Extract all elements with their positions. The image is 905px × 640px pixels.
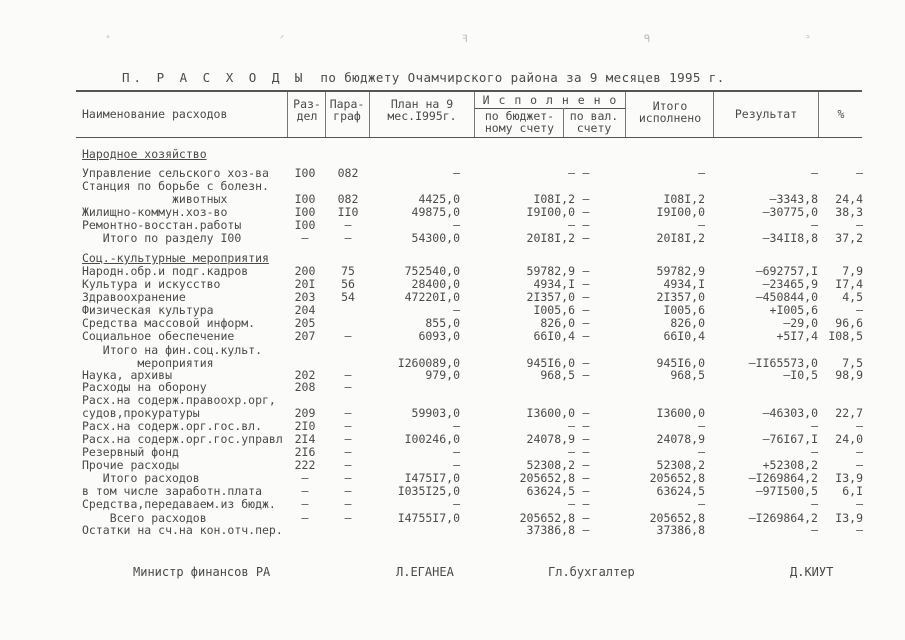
row-section: 205 [294, 316, 316, 330]
col-sep [474, 92, 475, 137]
row-section: – [301, 231, 309, 245]
row-percent: 24,4 [835, 192, 863, 206]
row-currency: – [582, 264, 590, 278]
row-percent: – [856, 303, 863, 317]
row-total: – [698, 166, 705, 180]
row-paragraph: – [344, 231, 352, 245]
header-val-line1: по вал. [569, 109, 619, 123]
header-total-line2: исполнено [638, 111, 702, 125]
header-par-line2: граф [333, 109, 361, 123]
row-name: Соц.-культурные мероприятия [82, 251, 269, 265]
row-percent: 6,I [842, 484, 863, 498]
row-result: – [811, 419, 818, 433]
row-plan: 54300,0 [411, 231, 460, 245]
row-section: – [301, 511, 309, 525]
row-total: I3600,0 [656, 406, 705, 420]
row-paragraph: II0 [337, 205, 359, 219]
row-total: 205652,8 [649, 471, 705, 485]
row-percent: 4,5 [842, 290, 863, 304]
row-name: Резервный фонд [82, 445, 179, 459]
row-total: 4934,I [663, 277, 705, 291]
row-currency: – [582, 484, 590, 498]
row-section: 20I [294, 277, 316, 291]
row-percent: – [856, 166, 863, 180]
row-budget: – [568, 166, 575, 180]
row-budget: – [568, 497, 575, 511]
row-name: Итого по разделу I00 [82, 231, 242, 245]
row-budget: 66I0,4 [533, 329, 575, 343]
row-percent: 22,7 [835, 406, 863, 420]
header-paragraph [326, 98, 368, 122]
header-plan [371, 98, 473, 122]
row-budget: 2I357,0 [526, 290, 575, 304]
signature-accountant-title: Гл.бухгалтер [548, 565, 635, 579]
row-percent: – [856, 218, 863, 232]
row-currency: – [582, 277, 590, 291]
row-plan: I035I25,0 [397, 484, 460, 498]
row-total: – [698, 497, 705, 511]
row-result: – [811, 445, 818, 459]
row-total: 63624,5 [656, 484, 705, 498]
row-plan: 6093,0 [418, 329, 460, 343]
table-row [0, 498, 905, 511]
row-plan: – [453, 458, 460, 472]
row-section: 208 [294, 380, 316, 394]
row-percent: I08,5 [828, 329, 863, 343]
row-budget: – [568, 419, 575, 433]
row-currency: – [582, 406, 590, 420]
col-sep [369, 92, 370, 137]
row-section: I00 [294, 192, 316, 206]
row-currency: – [582, 497, 590, 511]
row-percent: 38,3 [835, 205, 863, 219]
row-currency: – [582, 432, 590, 446]
row-section: I00 [294, 205, 316, 219]
row-section: – [301, 471, 309, 485]
row-name: Расх.на содерж.правоохр.орг, [82, 393, 276, 407]
header-budget-line2: ному счету [484, 121, 555, 135]
header-currency [564, 110, 624, 134]
row-paragraph: – [344, 380, 352, 394]
row-name: Управление сельского хоз-ва [82, 166, 269, 180]
row-budget: 24078,9 [526, 432, 575, 446]
row-plan: – [453, 419, 460, 433]
row-name: Ремонтно-восстан.работы [82, 218, 242, 232]
row-plan: I4755I7,0 [397, 511, 460, 525]
row-currency: – [582, 303, 590, 317]
table-row [0, 524, 905, 537]
row-paragraph: – [344, 445, 352, 459]
row-percent: 7,9 [842, 264, 863, 278]
row-paragraph: – [344, 484, 352, 498]
row-paragraph: 75 [341, 264, 355, 278]
row-paragraph: – [344, 432, 352, 446]
row-name: Остатки на сч.на кон.отч.пер. [82, 523, 283, 537]
row-currency: – [582, 290, 590, 304]
header-bottom-rule [76, 137, 862, 138]
row-paragraph: 56 [341, 277, 355, 291]
row-total: I9I00,0 [656, 205, 705, 219]
row-name: Здравоохранение [82, 290, 186, 304]
row-result: +I005,6 [769, 303, 818, 317]
row-total: 66I0,4 [663, 329, 705, 343]
row-percent: I3,9 [835, 471, 863, 485]
row-total: 37386,8 [656, 523, 705, 537]
row-percent: 96,6 [835, 316, 863, 330]
row-result: –46303,0 [762, 406, 818, 420]
row-total: 24078,9 [656, 432, 705, 446]
row-total: – [698, 218, 705, 232]
row-percent: I3,9 [835, 511, 863, 525]
row-total: 826,0 [670, 316, 705, 330]
row-paragraph: – [344, 497, 352, 511]
row-paragraph: – [344, 511, 352, 525]
row-name: Народное хозяйство [82, 147, 207, 161]
row-plan: – [453, 218, 460, 232]
row-budget: 63624,5 [526, 484, 575, 498]
title-prefix: П. Р А С Х О Д Ы [122, 70, 307, 85]
row-budget: 205652,8 [519, 511, 575, 525]
row-total: 20I8I,2 [656, 231, 705, 245]
row-plan: 752540,0 [404, 264, 460, 278]
row-result: – [811, 218, 818, 232]
header-total [627, 100, 713, 124]
row-name: Средства,передаваем.из бюдж. [82, 497, 276, 511]
row-percent: – [856, 445, 863, 459]
row-name: Расх.на содерж.орг.гос.управл [82, 432, 283, 446]
header-val-line2: счету [576, 121, 612, 135]
row-currency: – [582, 231, 590, 245]
row-currency: – [582, 166, 590, 180]
row-name: Социальное обеспечение [82, 329, 235, 343]
row-total: 52308,2 [656, 458, 705, 472]
scan-mark: ᐤ [106, 34, 110, 45]
header-section-line1: Раз- [293, 97, 321, 111]
row-paragraph: 082 [337, 166, 359, 180]
row-paragraph: – [344, 218, 352, 232]
row-budget: 20I8I,2 [526, 231, 575, 245]
row-result: –450844,0 [755, 290, 818, 304]
row-section: I00 [294, 218, 316, 232]
row-section: 2I4 [294, 432, 316, 446]
row-name: Прочие расходы [82, 458, 179, 472]
row-section: 200 [294, 264, 316, 278]
row-total: 59782,9 [656, 264, 705, 278]
table-row [0, 330, 905, 343]
row-paragraph: – [344, 471, 352, 485]
row-budget: I3600,0 [526, 406, 575, 420]
row-result: –I269864,2 [748, 511, 818, 525]
col-sep [713, 92, 714, 137]
row-result: –34II8,8 [762, 231, 818, 245]
row-name: Физическая культура [82, 303, 214, 317]
row-plan: – [453, 166, 460, 180]
table-row [0, 232, 905, 245]
col-sep [818, 92, 819, 137]
row-currency: – [582, 445, 590, 459]
row-budget: I08I,2 [533, 192, 575, 206]
row-plan: I00246,0 [404, 432, 460, 446]
row-currency: – [582, 511, 590, 525]
row-currency: – [582, 471, 590, 485]
row-plan: 855,0 [425, 316, 460, 330]
row-name: Всего расходов [82, 511, 207, 525]
row-percent: 37,2 [835, 231, 863, 245]
row-result: – [811, 497, 818, 511]
row-percent: – [856, 497, 863, 511]
row-name: Наука, архивы [82, 368, 173, 382]
header-budget-line1: по бюджет- [484, 109, 555, 123]
row-paragraph: – [344, 329, 352, 343]
table-row [0, 148, 905, 161]
header-name: Наименование расходов [82, 107, 228, 121]
row-section: 203 [294, 290, 316, 304]
row-paragraph: – [344, 406, 352, 420]
row-budget: 59782,9 [526, 264, 575, 278]
row-total: 2I357,0 [656, 290, 705, 304]
title-rest: по бюджету Очамчирского района за 9 месяцев 1995 г. [320, 70, 725, 85]
row-paragraph: – [344, 368, 352, 382]
header-section-line2: дел [296, 109, 318, 123]
signature-accountant-name: Д.КИУТ [790, 565, 834, 579]
row-plan: 979,0 [425, 368, 460, 382]
row-total: – [698, 445, 705, 459]
row-section: – [301, 497, 309, 511]
row-currency: – [582, 218, 590, 232]
row-plan: 47220I,0 [404, 290, 460, 304]
row-budget: 826,0 [540, 316, 575, 330]
row-total: 968,5 [670, 368, 705, 382]
row-result: –76I67,I [762, 432, 818, 446]
row-budget: – [568, 218, 575, 232]
row-budget: 4934,I [533, 277, 575, 291]
row-plan: 4425,0 [418, 192, 460, 206]
row-result: –23465,9 [762, 277, 818, 291]
row-plan: 28400,0 [411, 277, 460, 291]
row-percent: 7,5 [842, 356, 863, 370]
row-section: 222 [294, 458, 316, 472]
row-percent: 24,0 [835, 432, 863, 446]
row-currency: – [582, 329, 590, 343]
row-section: 202 [294, 368, 316, 382]
row-result: – [811, 523, 818, 537]
row-paragraph: – [344, 458, 352, 472]
row-name: Итого на фин.соц.культ. [82, 343, 263, 357]
header-exec: И с п о л н е н о [482, 93, 618, 107]
row-currency: – [582, 316, 590, 330]
row-name: животных [82, 192, 228, 206]
row-name: Расходы на оборону [82, 380, 207, 394]
row-section: 2I6 [294, 445, 316, 459]
signature-minister-name: Л.ЕГАНЕА [396, 565, 454, 579]
row-budget: 205652,8 [519, 471, 575, 485]
row-name: Народн.обр.и подг.кадров [82, 264, 249, 278]
header-plan-line2: мес.I995г. [387, 109, 457, 123]
row-currency: – [582, 368, 590, 382]
row-result: –97I500,5 [755, 484, 818, 498]
row-percent: – [856, 458, 863, 472]
row-budget: – [568, 445, 575, 459]
scan-mark: ꟻ [462, 34, 468, 45]
row-currency: – [582, 458, 590, 472]
row-total: I005,6 [663, 303, 705, 317]
row-plan: 59903,0 [411, 406, 460, 420]
row-result: –3343,8 [769, 192, 818, 206]
scan-mark: ᐣ [806, 34, 810, 45]
header-par-line1: Пара- [329, 97, 365, 111]
row-plan: 49875,0 [411, 205, 460, 219]
row-paragraph: – [344, 419, 352, 433]
row-name: судов,прокуратуры [82, 406, 200, 420]
row-total: – [698, 419, 705, 433]
row-result: –I269864,2 [748, 471, 818, 485]
row-budget: I005,6 [533, 303, 575, 317]
row-result: –692757,I [755, 264, 818, 278]
scan-mark: ᑫ [644, 34, 651, 45]
row-currency: – [582, 523, 590, 537]
row-result: –30775,0 [762, 205, 818, 219]
row-total: 945I6,0 [656, 356, 705, 370]
header-total-line1: Итого [652, 99, 688, 113]
row-section: 207 [294, 329, 316, 343]
row-total: I08I,2 [663, 192, 705, 206]
row-budget: 52308,2 [526, 458, 575, 472]
row-percent: – [856, 419, 863, 433]
row-section: 204 [294, 303, 316, 317]
row-currency: – [582, 419, 590, 433]
row-name: в том числе заработн.плата [82, 484, 263, 498]
row-budget: 37386,8 [526, 523, 575, 537]
row-percent: – [856, 523, 863, 537]
row-currency: – [582, 205, 590, 219]
row-section: I00 [294, 166, 316, 180]
header-budget [476, 110, 563, 134]
row-section: – [301, 484, 309, 498]
row-name: Культура и искусство [82, 277, 221, 291]
row-percent: 98,9 [835, 368, 863, 382]
row-name: Жилищно-коммун.хоз-во [82, 205, 228, 219]
row-section: 209 [294, 406, 316, 420]
header-result: Результат [734, 107, 798, 121]
row-plan: I260089,0 [397, 356, 460, 370]
header-plan-line1: План на 9 [390, 97, 454, 111]
col-sep [287, 92, 288, 137]
row-name: Итого расходов [82, 471, 200, 485]
scan-mark: ᐟ [280, 34, 285, 45]
signature-minister-title: Министр финансов РА [133, 565, 271, 579]
row-budget: 945I6,0 [526, 356, 575, 370]
row-plan: – [453, 303, 460, 317]
page-title [122, 70, 725, 85]
row-plan: I475I7,0 [404, 471, 460, 485]
row-percent: I7,4 [835, 277, 863, 291]
row-result: – [811, 166, 818, 180]
row-budget: I9I00,0 [526, 205, 575, 219]
row-currency: – [582, 192, 590, 206]
row-currency: – [582, 356, 590, 370]
header-section [289, 98, 325, 122]
col-sep [625, 92, 626, 137]
row-paragraph: 54 [341, 290, 355, 304]
row-total: 205652,8 [649, 511, 705, 525]
row-name: Средства массовой информ. [82, 316, 256, 330]
row-name: мероприятия [82, 356, 214, 370]
row-name: Расх.на содерж.орг.гос.вл. [82, 419, 263, 433]
row-result: +52308,2 [762, 458, 818, 472]
row-result: –29,0 [783, 316, 818, 330]
row-paragraph: 082 [337, 192, 359, 206]
header-percent: % [837, 107, 845, 121]
row-name: Станция по борьбе с болезн. [82, 179, 269, 193]
row-plan: – [453, 497, 460, 511]
row-plan: – [453, 445, 460, 459]
row-budget: 968,5 [540, 368, 575, 382]
header-top-rule [76, 90, 862, 92]
row-result: +5I7,4 [776, 329, 818, 343]
row-result: –II65573,0 [748, 356, 818, 370]
row-result: –I0,5 [783, 368, 818, 382]
row-section: 2I0 [294, 419, 316, 433]
